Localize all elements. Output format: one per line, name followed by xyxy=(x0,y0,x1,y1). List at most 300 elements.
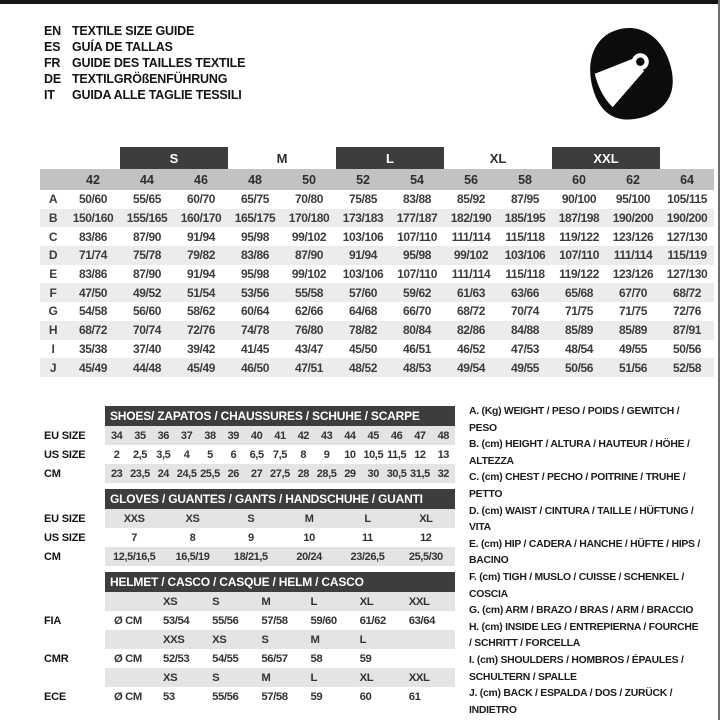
size-value-cell: 107/110 xyxy=(552,246,606,265)
spacer xyxy=(44,592,105,611)
shoes-section xyxy=(44,406,455,483)
size-value-cell: 87/90 xyxy=(132,267,162,282)
table-row xyxy=(40,209,714,228)
measurement-legend xyxy=(469,404,703,719)
table-row xyxy=(105,592,455,611)
helmet-value-cell: 55/56 xyxy=(212,614,239,627)
helmet-value-cell: 59 xyxy=(359,652,372,665)
gloves-value-cell: 10 xyxy=(303,531,315,544)
size-value-cell: 58/62 xyxy=(186,304,216,319)
legend-item: E. (cm) HIP / CADERA / HANCHE / HÜFTE / HIPS / BACINO xyxy=(469,538,700,567)
shoes-value-cell: 27,5 xyxy=(268,464,291,483)
top-border xyxy=(0,0,720,4)
size-value-cell: 160/170 xyxy=(174,209,228,228)
gloves-value-cell: M xyxy=(280,509,338,528)
gloves-value-cell: S xyxy=(222,509,280,528)
size-header-cell: 56 xyxy=(444,169,498,190)
size-group-s: S xyxy=(120,147,228,169)
size-value-cell: 127/130 xyxy=(666,267,708,282)
gloves-cm-label: CM xyxy=(44,550,61,563)
table-row xyxy=(105,426,455,445)
gloves-value-cell: 25,5/30 xyxy=(397,547,455,566)
size-value-cell: 190/200 xyxy=(606,209,660,228)
shoes-value-cell: 2 xyxy=(113,448,120,461)
measurement-row-label: F xyxy=(40,283,66,302)
size-value-cell: 79/82 xyxy=(174,246,228,265)
shoes-value-cell: 10,5 xyxy=(363,448,384,461)
table-row xyxy=(105,509,455,528)
size-value-cell: 70/74 xyxy=(511,304,540,319)
spacer xyxy=(44,489,105,509)
spacer xyxy=(44,406,105,426)
size-value-cell: 47/50 xyxy=(66,283,120,302)
helmet-value-cell: 59/60 xyxy=(310,614,337,627)
size-value-cell: 91/94 xyxy=(186,229,216,244)
gloves-us-size-label: US SIZE xyxy=(44,531,86,544)
helmet-size-header: XL xyxy=(357,668,406,687)
shoes-value-cell: 27 xyxy=(245,464,268,483)
size-group-xl: XL xyxy=(489,150,507,166)
group-spacer xyxy=(66,147,120,169)
diameter-unit-label: Ø CM xyxy=(114,690,142,703)
gloves-value-cell: 11 xyxy=(362,531,373,544)
helmet-size-table xyxy=(105,572,455,706)
size-value-cell: 111/114 xyxy=(451,267,491,282)
size-value-cell: 107/110 xyxy=(397,229,437,244)
size-value-cell: 119/122 xyxy=(559,229,599,244)
size-value-cell: 103/106 xyxy=(342,229,384,244)
table-row xyxy=(40,227,714,246)
helmet-section-title: HELMET / CASCO / CASQUE / HELM / CASCO xyxy=(105,572,455,592)
size-value-cell: 54/58 xyxy=(78,304,108,319)
legend-item: H. (cm) INSIDE LEG / ENTREPIERNA / FOURCHE / SCHRITT / FORCELLA xyxy=(469,621,699,650)
diameter-unit-label: Ø CM xyxy=(114,614,142,627)
size-value-cell: 91/94 xyxy=(336,246,390,265)
shoes-value-cell: 39 xyxy=(222,426,245,445)
size-value-cell: 119/122 xyxy=(559,267,599,282)
size-value-cell: 87/90 xyxy=(282,246,336,265)
size-value-cell: 39/42 xyxy=(186,341,216,356)
language-code: ES xyxy=(44,40,61,54)
helmet-value-cell: 53 xyxy=(163,690,175,703)
size-value-cell: 50/60 xyxy=(78,192,108,207)
size-value-cell: 44/48 xyxy=(120,358,174,377)
shoes-eu-size-label: EU SIZE xyxy=(44,429,86,442)
helmet-size-header: S xyxy=(209,668,258,687)
size-value-cell: 111/114 xyxy=(451,229,491,244)
size-value-cell: 62/66 xyxy=(295,304,324,319)
size-value-cell: 71/74 xyxy=(66,246,120,265)
helmet-value-cell: 58 xyxy=(310,652,323,665)
gloves-section xyxy=(44,489,455,566)
table-row xyxy=(40,283,714,302)
size-header-cell: 46 xyxy=(174,169,228,190)
size-value-cell: 59/62 xyxy=(390,283,444,302)
size-value-cell: 51/56 xyxy=(606,358,660,377)
language-code: DE xyxy=(44,72,61,86)
shoes-value-cell: 23 xyxy=(105,464,128,483)
shoes-value-cell: 6,5 xyxy=(249,448,264,461)
size-value-cell: 35/38 xyxy=(78,341,108,356)
size-value-cell: 111/114 xyxy=(606,246,660,265)
size-header-cell: 64 xyxy=(660,169,714,190)
helmet-row-labels xyxy=(44,572,105,706)
language-code: FR xyxy=(44,56,61,70)
helmet-size-header: XXL xyxy=(406,592,455,611)
size-value-cell: 95/98 xyxy=(390,246,444,265)
gloves-value-cell: 18/21,5 xyxy=(222,547,280,566)
size-value-cell: 99/102 xyxy=(291,229,327,244)
language-list xyxy=(44,23,245,103)
size-header-cell: 48 xyxy=(228,169,282,190)
size-value-cell: 72/76 xyxy=(673,304,702,319)
table-row xyxy=(105,547,455,566)
measurement-row-label: J xyxy=(40,358,66,377)
size-value-cell: 48/54 xyxy=(565,341,594,356)
helmet-size-header: S xyxy=(209,592,258,611)
helmet-size-spacer xyxy=(105,630,160,649)
size-value-cell: 84/88 xyxy=(498,321,552,340)
shoes-us-size-label: US SIZE xyxy=(44,448,86,461)
size-header-cell: 42 xyxy=(66,169,120,190)
shoes-value-cell: 28,5 xyxy=(315,464,338,483)
shoes-value-cell: 43 xyxy=(315,426,338,445)
gloves-value-cell: XL xyxy=(397,509,455,528)
shoes-value-cell: 9 xyxy=(323,448,330,461)
gloves-value-cell: L xyxy=(338,509,396,528)
shoes-value-cell: 29 xyxy=(338,464,361,483)
gloves-value-cell: 16,5/19 xyxy=(163,547,221,566)
size-group-xxl: XXL xyxy=(552,147,660,169)
helmet-value-cell: 61/62 xyxy=(359,614,386,627)
cmr-standard-label: CMR xyxy=(44,652,69,665)
size-value-cell: 83/86 xyxy=(228,246,282,265)
size-value-cell: 115/118 xyxy=(505,229,545,244)
table-row xyxy=(40,190,714,209)
size-value-cell: 75/85 xyxy=(349,192,378,207)
helmet-size-header: S xyxy=(258,630,307,649)
gloves-row-labels xyxy=(44,489,105,566)
gloves-value-cell: 7 xyxy=(131,531,138,544)
helmet-size-header: XS xyxy=(160,668,209,687)
ece-standard-label: ECE xyxy=(44,690,67,703)
gloves-value-cell: 23/26,5 xyxy=(338,547,396,566)
size-value-cell: 71/75 xyxy=(565,304,594,319)
gloves-value-cell: 12 xyxy=(420,531,432,544)
gloves-value-cell: 8 xyxy=(189,531,196,544)
shoes-value-cell: 37 xyxy=(175,426,198,445)
shoes-value-cell: 35 xyxy=(128,426,151,445)
helmet-size-header: L xyxy=(307,668,356,687)
size-value-cell: 60/64 xyxy=(241,304,270,319)
shoes-value-cell: 12 xyxy=(414,448,426,461)
measurement-row-label: E xyxy=(49,267,57,282)
shoes-value-cell: 28 xyxy=(292,464,315,483)
table-row xyxy=(105,687,455,706)
measurement-row-label: G xyxy=(48,304,58,319)
size-value-cell: 83/88 xyxy=(403,192,432,207)
shoes-value-cell: 10 xyxy=(344,448,356,461)
size-value-cell: 182/190 xyxy=(444,209,498,228)
spacer xyxy=(44,668,105,687)
size-header-spacer xyxy=(40,169,66,190)
helmet-size-spacer xyxy=(105,592,160,611)
shoes-value-cell: 48 xyxy=(432,426,455,445)
shoes-value-cell: 34 xyxy=(105,426,128,445)
size-value-cell: 99/102 xyxy=(291,267,327,282)
size-value-cell: 65/75 xyxy=(241,192,270,207)
size-value-cell: 41/45 xyxy=(241,341,270,356)
size-value-cell: 95/98 xyxy=(241,229,270,244)
size-value-cell: 70/74 xyxy=(120,321,174,340)
size-value-cell: 115/119 xyxy=(660,246,714,265)
shoes-value-cell: 4 xyxy=(183,448,190,461)
size-value-cell: 76/80 xyxy=(282,321,336,340)
helmet-size-header: XXL xyxy=(406,668,455,687)
helmet-value-spacer xyxy=(406,649,455,668)
size-value-cell: 50/56 xyxy=(552,358,606,377)
size-group-l: L xyxy=(336,147,444,169)
size-value-cell: 87/90 xyxy=(132,229,162,244)
diameter-unit-label: Ø CM xyxy=(114,652,142,665)
shoes-value-cell: 36 xyxy=(152,426,175,445)
language-row xyxy=(44,71,245,87)
measurement-row-label: A xyxy=(48,192,58,207)
size-value-cell: 185/195 xyxy=(498,209,552,228)
shoes-value-cell: 8 xyxy=(300,448,307,461)
size-value-cell: 127/130 xyxy=(666,229,708,244)
shoes-value-cell: 46 xyxy=(385,426,408,445)
size-value-cell: 47/53 xyxy=(511,341,540,356)
shoes-value-cell: 32 xyxy=(432,464,455,483)
measurement-row-label: C xyxy=(48,229,58,244)
size-value-cell: 46/51 xyxy=(403,341,432,356)
legend-item: I. (cm) SHOULDERS / HOMBROS / ÉPAULES / SCHULTERN / SPALLE xyxy=(469,654,684,683)
table-row xyxy=(105,464,455,483)
helmet-size-header: M xyxy=(307,630,356,649)
size-value-cell: 61/63 xyxy=(444,283,498,302)
language-code: IT xyxy=(44,88,55,102)
gloves-value-cell: 12,5/16,5 xyxy=(105,547,163,566)
size-value-cell: 123/126 xyxy=(612,229,654,244)
shoes-value-cell: 24 xyxy=(152,464,175,483)
size-group-m: M xyxy=(276,150,288,166)
size-value-cell: 47/51 xyxy=(282,358,336,377)
table-row xyxy=(40,321,714,340)
group-spacer xyxy=(660,147,714,169)
language-row xyxy=(44,87,245,103)
shoes-value-cell: 44 xyxy=(338,426,361,445)
size-header-cell: 54 xyxy=(390,169,444,190)
legend-item: C. (cm) CHEST / PECHO / POITRINE / TRUHE / PETTO xyxy=(469,472,686,500)
textile-size-table xyxy=(40,147,714,377)
size-value-cell: 64/68 xyxy=(349,304,378,319)
size-value-cell: 70/80 xyxy=(295,192,324,207)
helmet-size-header: XL xyxy=(357,592,406,611)
size-value-cell: 170/180 xyxy=(282,209,336,228)
size-value-cell: 45/49 xyxy=(174,358,228,377)
size-value-cell: 95/98 xyxy=(241,267,270,282)
size-value-cell: 68/72 xyxy=(66,321,120,340)
legend-item: F. (cm) TIGH / MUSLO / CUISSE / SCHENKEL / COSCIA xyxy=(469,571,685,600)
shoes-value-cell: 41 xyxy=(268,426,291,445)
size-value-cell: 78/82 xyxy=(336,321,390,340)
table-row xyxy=(40,340,714,359)
helmet-value-cell: 57/58 xyxy=(261,690,288,703)
language-title: GUIDE DES TAILLES TEXTILE xyxy=(72,56,246,70)
gloves-size-table xyxy=(105,489,455,566)
size-value-cell: 46/52 xyxy=(457,341,486,356)
size-value-cell: 85/92 xyxy=(457,192,486,207)
size-header-cell: 58 xyxy=(498,169,552,190)
size-value-cell: 103/106 xyxy=(498,246,552,265)
table-row xyxy=(105,445,455,464)
size-value-cell: 74/78 xyxy=(228,321,282,340)
size-value-cell: 49/54 xyxy=(444,358,498,377)
shoes-size-table xyxy=(105,406,455,483)
size-value-cell: 173/183 xyxy=(336,209,390,228)
helmet-size-header: L xyxy=(357,630,406,649)
helmet-size-header: L xyxy=(307,592,356,611)
shoes-value-cell: 5 xyxy=(207,448,213,461)
helmet-value-cell: 61 xyxy=(408,690,421,703)
size-value-cell: 177/187 xyxy=(390,209,444,228)
size-value-cell: 165/175 xyxy=(228,209,282,228)
size-value-cell: 49/55 xyxy=(619,341,648,356)
helmet-value-cell: 53/54 xyxy=(163,614,190,627)
size-value-cell: 51/54 xyxy=(174,283,228,302)
size-value-cell: 46/50 xyxy=(228,358,282,377)
gloves-value-cell: XS xyxy=(163,509,221,528)
shoes-value-cell: 24,5 xyxy=(175,464,198,483)
size-value-cell: 87/91 xyxy=(660,321,714,340)
helmet-value-cell: 60 xyxy=(359,690,372,703)
measurement-row-label: B xyxy=(40,209,66,228)
shoes-value-cell: 2,5 xyxy=(132,448,148,461)
size-header-cell: 44 xyxy=(120,169,174,190)
helmet-icon xyxy=(575,16,685,130)
size-value-cell: 65/68 xyxy=(552,283,606,302)
size-value-cell: 75/78 xyxy=(120,246,174,265)
gloves-value-cell: XXS xyxy=(105,509,163,528)
size-value-cell: 105/115 xyxy=(667,192,707,207)
size-value-cell: 99/102 xyxy=(444,246,498,265)
fia-standard-label: FIA xyxy=(44,614,62,627)
table-row xyxy=(40,265,714,284)
size-value-cell: 66/70 xyxy=(403,304,432,319)
size-header-cell: 60 xyxy=(552,169,606,190)
size-value-cell: 60/70 xyxy=(186,192,216,207)
language-code: EN xyxy=(44,24,61,38)
size-value-cell: 115/118 xyxy=(505,267,545,282)
size-value-cell: 190/200 xyxy=(660,209,714,228)
table-row xyxy=(105,611,455,630)
shoes-value-cell: 47 xyxy=(408,426,431,445)
helmet-size-header: M xyxy=(258,668,307,687)
shoes-value-cell: 42 xyxy=(292,426,315,445)
language-row xyxy=(44,23,245,39)
size-value-cell: 82/86 xyxy=(444,321,498,340)
gloves-value-cell: 20/24 xyxy=(280,547,338,566)
shoes-value-cell: 26 xyxy=(222,464,245,483)
helmet-value-cell: 57/58 xyxy=(261,614,288,627)
shoes-cm-label: CM xyxy=(44,467,61,480)
size-value-cell: 55/65 xyxy=(132,192,162,207)
size-value-cell: 80/84 xyxy=(390,321,444,340)
size-value-cell: 91/94 xyxy=(186,267,216,282)
size-value-cell: 68/72 xyxy=(660,283,714,302)
helmet-value-cell: 59 xyxy=(310,690,323,703)
size-header-cell: 52 xyxy=(336,169,390,190)
helmet-size-header: XS xyxy=(209,630,258,649)
size-header-cell: 50 xyxy=(282,169,336,190)
measurement-row-label: D xyxy=(40,246,66,265)
gloves-section-title: GLOVES / GUANTES / GANTS / HANDSCHUHE / GUANTI xyxy=(105,489,455,509)
language-title: GUIDA ALLE TAGLIE TESSILI xyxy=(72,88,242,102)
shoes-value-cell: 3,5 xyxy=(156,448,171,461)
size-value-cell: 37/40 xyxy=(132,341,162,356)
helmet-size-header: XXS xyxy=(160,630,209,649)
language-row xyxy=(44,39,245,55)
size-value-cell: 83/86 xyxy=(78,229,108,244)
spacer xyxy=(44,630,105,649)
helmet-size-spacer xyxy=(105,668,160,687)
size-value-cell: 53/56 xyxy=(228,283,282,302)
shoes-section-title: SHOES/ ZAPATOS / CHAUSSURES / SCHUHE / SCARPE xyxy=(105,406,455,426)
shoes-value-cell: 31,5 xyxy=(408,464,431,483)
shoes-value-cell: 7,5 xyxy=(272,448,287,461)
shoes-value-cell: 38 xyxy=(198,426,221,445)
helmet-size-spacer xyxy=(406,630,455,649)
size-value-cell: 107/110 xyxy=(397,267,437,282)
table-row xyxy=(40,246,714,265)
table-row xyxy=(40,358,714,377)
helmet-section xyxy=(44,572,455,706)
size-value-cell: 87/95 xyxy=(511,192,540,207)
size-value-cell: 56/60 xyxy=(132,304,162,319)
size-value-cell: 187/198 xyxy=(552,209,606,228)
size-value-cell: 71/75 xyxy=(619,304,648,319)
size-value-cell: 103/106 xyxy=(342,267,384,282)
size-value-cell: 50/56 xyxy=(673,341,702,356)
helmet-value-cell: 55/56 xyxy=(212,690,239,703)
size-value-cell: 83/86 xyxy=(78,267,108,282)
size-value-cell: 68/72 xyxy=(457,304,486,319)
size-value-cell: 85/89 xyxy=(606,321,660,340)
size-value-cell: 63/66 xyxy=(498,283,552,302)
shoes-value-cell: 30 xyxy=(362,464,385,483)
language-title: TEXTILE SIZE GUIDE xyxy=(72,24,195,38)
shoes-value-cell: 30,5 xyxy=(385,464,408,483)
shoes-value-cell: 25,5 xyxy=(198,464,221,483)
size-value-cell: 67/70 xyxy=(606,283,660,302)
measurement-row-label: H xyxy=(40,321,66,340)
legend-item: B. (cm) HEIGHT / ALTURA / HAUTEUR / HÖHE / ALTEZZA xyxy=(469,439,690,467)
legend-item: D. (cm) WAIST / CINTURA / TAILLE / HÜFTUNG / VITA xyxy=(469,505,694,534)
legend-item: A. (Kg) WEIGHT / PESO / POIDS / GEWITCH / PESO xyxy=(469,406,680,434)
size-value-cell: 52/58 xyxy=(660,358,714,377)
helmet-value-cell: 52/53 xyxy=(163,652,190,665)
size-value-cell: 123/126 xyxy=(612,267,654,282)
gloves-value-cell: 9 xyxy=(247,531,254,544)
helmet-value-cell: 54/55 xyxy=(212,652,239,665)
shoes-value-cell: 13 xyxy=(437,448,450,461)
table-row xyxy=(105,630,455,649)
table-row xyxy=(40,302,714,321)
size-value-cell: 55/58 xyxy=(282,283,336,302)
size-value-cell: 85/89 xyxy=(552,321,606,340)
spacer xyxy=(44,572,105,592)
